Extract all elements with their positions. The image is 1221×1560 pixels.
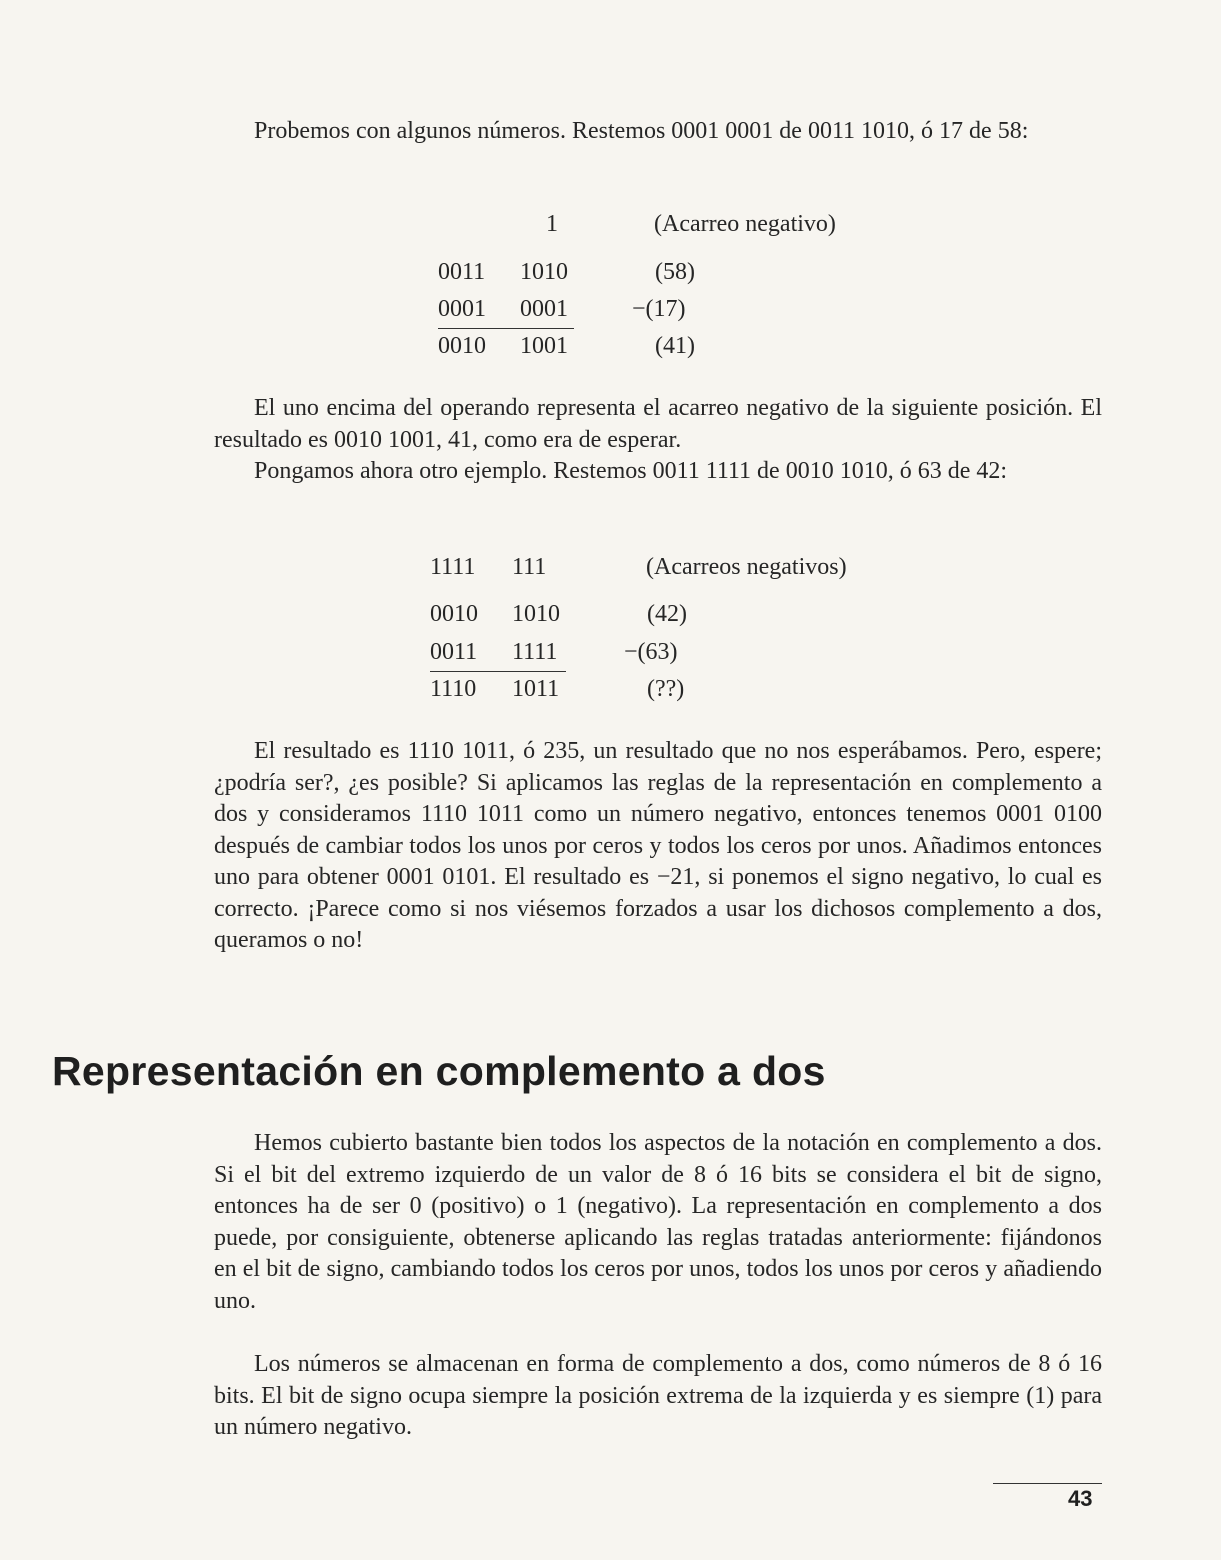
carry-high: 1111 xyxy=(430,554,476,580)
result-high: 0010 xyxy=(438,333,486,359)
paragraph-intro: Probemos con algunos números. Restemos 0001 0001 de 0011 1010, ó 17 de 58: xyxy=(254,118,1029,144)
result-note: (??) xyxy=(647,676,685,702)
paragraph-second-example: Pongamos ahora otro ejemplo. Restemos 0011 1111 de 0010 1010, ó 63 de 42: xyxy=(254,458,1008,484)
result-rule xyxy=(430,671,566,672)
minuend-high: 0011 xyxy=(438,259,486,285)
carry-low: 1 xyxy=(546,211,558,237)
carry-note: (Acarreo negativo) xyxy=(654,211,836,237)
subtrahend-high: 0011 xyxy=(430,639,478,665)
subtrahend-note: −(63) xyxy=(624,639,678,665)
result-low: 1011 xyxy=(512,676,560,702)
section-heading: Representación en complemento a dos xyxy=(52,1048,826,1094)
result-low: 1001 xyxy=(520,333,568,359)
paragraph-section-body-2: Los números se almacenan en forma de complemento a dos, como números de 8 ó 16 bits. El bit de signo ocupa siempre la posición extrema de la izquierda y es siempre (1) para un número negativo. xyxy=(214,1351,1102,1440)
carry-note: (Acarreos negativos) xyxy=(646,554,847,580)
page-number: 43 xyxy=(1068,1486,1093,1511)
minuend-low: 1010 xyxy=(520,259,568,285)
minuend-low: 1010 xyxy=(512,601,560,627)
paragraph-explanation-1: El uno encima del operando representa el acarreo negativo de la siguiente posición. El resultado es 0010 1001, 41, como era de esperar. xyxy=(214,395,1102,453)
subtrahend-low: 1111 xyxy=(512,639,558,665)
result-note: (41) xyxy=(655,333,695,359)
paragraph-explanation-2: El resultado es 1110 1011, ó 235, un resultado que no nos esperábamos. Pero, espere; ¿podría ser?, ¿es posible? Si aplicamos las reglas de la representación en complemento a dos y consideramos 1110 1011 como un número negativo, entonces tenemos 0001 0100 después de cambiar todos los unos por ceros y todos los ceros por unos. Añadimos entonces uno para obtener 0001 0101. El resultado es −21, si ponemos el signo negativo, lo cual es correcto. ¡Parece como si nos viésemos forzados a usar los dichosos complemento a dos, queramos o no! xyxy=(214,738,1102,953)
footer-rule xyxy=(993,1483,1102,1484)
minuend-note: (58) xyxy=(655,259,695,285)
subtrahend-note: −(17) xyxy=(632,296,686,322)
subtrahend-high: 0001 xyxy=(438,296,486,322)
minuend-high: 0010 xyxy=(430,601,478,627)
carry-low: 111 xyxy=(512,554,547,580)
result-rule xyxy=(438,328,574,329)
result-high: 1110 xyxy=(430,676,477,702)
minuend-note: (42) xyxy=(647,601,687,627)
paragraph-section-body-1: Hemos cubierto bastante bien todos los aspectos de la notación en complemento a dos. Si el bit del extremo izquierdo de un valor de 8 ó 16 bits se considera el bit de signo, entonces ha de ser 0 (positivo) o 1 (negativo). La representación en complemento a dos puede, por consiguiente, obtenerse aplicando las reglas tratadas anteriormente: fijándonos en el bit de signo, cambiando todos los ceros por unos, todos los unos por ceros y añadiendo uno. xyxy=(214,1130,1102,1314)
subtrahend-low: 0001 xyxy=(520,296,568,322)
